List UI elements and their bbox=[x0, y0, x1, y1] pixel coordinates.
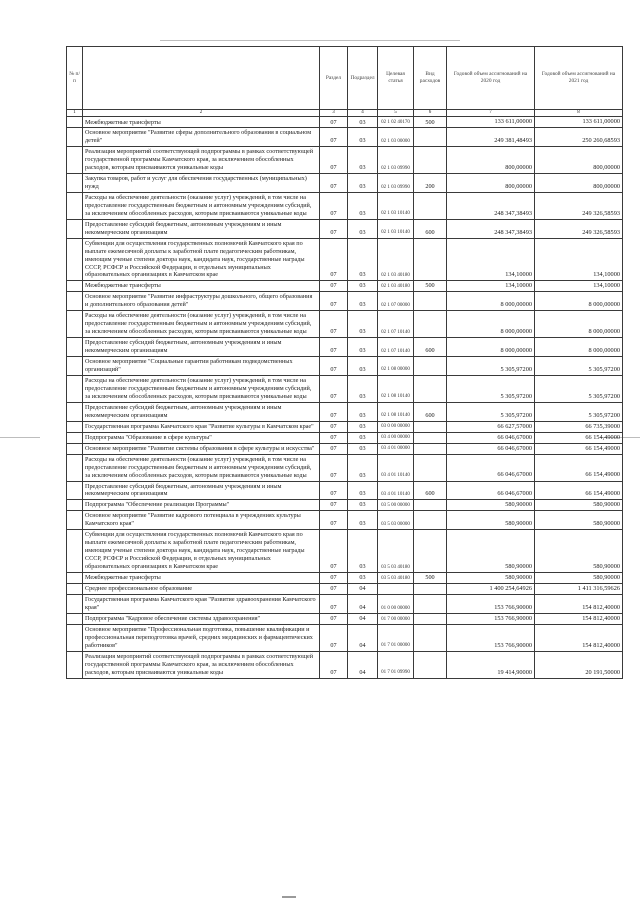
row-amount-2021-cell: 250 260,68593 bbox=[535, 128, 623, 147]
row-expense-type-cell: 200 bbox=[414, 174, 447, 193]
table-row bbox=[67, 443, 623, 454]
row-amount-2021-cell: 249 326,58593 bbox=[535, 193, 623, 220]
row-amount-2020-cell: 66 046,67000 bbox=[447, 481, 535, 500]
row-target-code-cell: 02 1 03 40180 bbox=[378, 281, 414, 292]
row-number-cell bbox=[67, 238, 83, 281]
row-amount-2020-cell: 248 347,38493 bbox=[447, 193, 535, 220]
row-target-code-cell: 02 1 08 10140 bbox=[378, 402, 414, 421]
table-index-row bbox=[67, 110, 623, 117]
row-subsection-cell: 03 bbox=[348, 219, 378, 238]
header-year-2021: Годовой объем ассигнований на 2021 год bbox=[535, 47, 623, 110]
row-expense-type-cell bbox=[414, 511, 447, 530]
row-section-cell: 07 bbox=[320, 530, 348, 573]
row-section-cell: 07 bbox=[320, 402, 348, 421]
row-target-code-cell: 01 7 00 00000 bbox=[378, 613, 414, 624]
row-name-cell: Субвенции для осуществления государственных полномочий Камчатского края по выплате ежемесячной доплаты к заработной плате педагогическим работникам, имеющим ученые степени доктора наук, кандидата наук, государственные награды СССР, РСФСР и Российской Федерации, в отдельных муниципальных образовательных организациях в Камчатском крае bbox=[83, 238, 320, 281]
row-amount-2020-cell: 800,00000 bbox=[447, 147, 535, 174]
row-subsection-cell: 03 bbox=[348, 356, 378, 375]
row-amount-2021-cell: 1 411 316,59626 bbox=[535, 584, 623, 595]
row-amount-2020-cell: 8 000,00000 bbox=[447, 311, 535, 338]
row-name-cell: Закупка товаров, работ и услуг для обеспечения государственных (муниципальных) нужд bbox=[83, 174, 320, 193]
row-expense-type-cell bbox=[414, 595, 447, 614]
row-target-code-cell: 02 1 03 40180 bbox=[378, 238, 414, 281]
row-subsection-cell: 03 bbox=[348, 193, 378, 220]
index-cell: 1 bbox=[67, 110, 83, 117]
row-number-cell bbox=[67, 454, 83, 481]
row-number-cell bbox=[67, 530, 83, 573]
row-name-cell: Межбюджетные трансферты bbox=[83, 572, 320, 583]
row-expense-type-cell bbox=[414, 375, 447, 402]
table-row bbox=[67, 338, 623, 357]
row-amount-2021-cell: 154 812,40000 bbox=[535, 613, 623, 624]
header-target: Целевая статья bbox=[378, 47, 414, 110]
row-amount-2021-cell: 134,10000 bbox=[535, 281, 623, 292]
row-section-cell: 07 bbox=[320, 238, 348, 281]
row-amount-2020-cell: 5 305,97200 bbox=[447, 375, 535, 402]
table-row bbox=[67, 147, 623, 174]
row-subsection-cell: 03 bbox=[348, 500, 378, 511]
row-amount-2021-cell: 5 305,97200 bbox=[535, 356, 623, 375]
row-subsection-cell: 04 bbox=[348, 613, 378, 624]
row-amount-2020-cell: 153 766,90000 bbox=[447, 595, 535, 614]
row-amount-2021-cell: 154 812,40000 bbox=[535, 595, 623, 614]
row-subsection-cell: 03 bbox=[348, 238, 378, 281]
row-name-cell: Среднее профессиональное образование bbox=[83, 584, 320, 595]
row-expense-type-cell: 600 bbox=[414, 219, 447, 238]
row-subsection-cell: 03 bbox=[348, 443, 378, 454]
row-target-code-cell: 02 1 08 00000 bbox=[378, 356, 414, 375]
row-name-cell: Государственная программа Камчатского края "Развитие культуры в Камчатском крае" bbox=[83, 421, 320, 432]
row-amount-2020-cell: 133 611,00000 bbox=[447, 117, 535, 128]
row-expense-type-cell bbox=[414, 356, 447, 375]
row-expense-type-cell: 600 bbox=[414, 338, 447, 357]
row-number-cell bbox=[67, 128, 83, 147]
row-amount-2020-cell: 8 000,00000 bbox=[447, 292, 535, 311]
table-row bbox=[67, 651, 623, 678]
table-row bbox=[67, 356, 623, 375]
row-number-cell bbox=[67, 375, 83, 402]
table-row bbox=[67, 219, 623, 238]
row-amount-2020-cell: 580,90000 bbox=[447, 572, 535, 583]
row-number-cell bbox=[67, 572, 83, 583]
row-amount-2020-cell: 66 627,57000 bbox=[447, 421, 535, 432]
table-row bbox=[67, 530, 623, 573]
row-name-cell: Межбюджетные трансферты bbox=[83, 117, 320, 128]
row-section-cell: 07 bbox=[320, 432, 348, 443]
row-target-code-cell: 02 1 03 09990 bbox=[378, 174, 414, 193]
row-name-cell: Государственная программа Камчатского края "Развитие здравоохранения Камчатского края" bbox=[83, 595, 320, 614]
row-subsection-cell: 03 bbox=[348, 281, 378, 292]
index-cell: 3 bbox=[320, 110, 348, 117]
row-expense-type-cell bbox=[414, 238, 447, 281]
row-amount-2021-cell: 249 326,58593 bbox=[535, 219, 623, 238]
scan-artifact-left bbox=[0, 437, 40, 438]
row-expense-type-cell bbox=[414, 530, 447, 573]
row-target-code-cell: 02 1 03 10140 bbox=[378, 219, 414, 238]
row-amount-2020-cell: 66 046,67000 bbox=[447, 443, 535, 454]
index-cell: 4 bbox=[348, 110, 378, 117]
header-no: № п/п bbox=[67, 47, 83, 110]
row-section-cell: 07 bbox=[320, 625, 348, 652]
row-subsection-cell: 03 bbox=[348, 147, 378, 174]
row-number-cell bbox=[67, 511, 83, 530]
row-section-cell: 07 bbox=[320, 147, 348, 174]
row-amount-2021-cell: 800,00000 bbox=[535, 147, 623, 174]
row-amount-2020-cell: 580,90000 bbox=[447, 530, 535, 573]
row-subsection-cell: 03 bbox=[348, 421, 378, 432]
row-name-cell: Расходы на обеспечение деятельности (оказание услуг) учреждений, в том числе на предоставление государственным бюджетным и автономным учреждениям субсидий, за исключением обособленных расходов, которым присваиваются уникальные коды bbox=[83, 454, 320, 481]
row-amount-2020-cell: 580,90000 bbox=[447, 511, 535, 530]
header-section: Раздел bbox=[320, 47, 348, 110]
row-amount-2021-cell: 580,90000 bbox=[535, 500, 623, 511]
row-section-cell: 07 bbox=[320, 511, 348, 530]
row-amount-2021-cell: 8 000,00000 bbox=[535, 338, 623, 357]
row-section-cell: 07 bbox=[320, 292, 348, 311]
row-target-code-cell: 02 1 07 10140 bbox=[378, 311, 414, 338]
row-amount-2020-cell: 134,10000 bbox=[447, 281, 535, 292]
row-section-cell: 07 bbox=[320, 443, 348, 454]
row-expense-type-cell: 500 bbox=[414, 572, 447, 583]
row-amount-2020-cell: 66 046,67000 bbox=[447, 454, 535, 481]
row-amount-2020-cell: 153 766,90000 bbox=[447, 625, 535, 652]
row-name-cell: Расходы на обеспечение деятельности (оказание услуг) учреждений, в том числе на предоставление государственным бюджетным и автономным учреждениям субсидий, за исключением обособленных расходов, которым присваиваются уникальные коды bbox=[83, 375, 320, 402]
row-amount-2021-cell: 154 812,40000 bbox=[535, 625, 623, 652]
header-expense-type: Вид расходов bbox=[414, 47, 447, 110]
row-number-cell bbox=[67, 117, 83, 128]
table-header-row bbox=[67, 47, 623, 110]
header-name bbox=[83, 47, 320, 110]
row-amount-2020-cell: 66 046,67000 bbox=[447, 432, 535, 443]
row-name-cell: Основное мероприятие "Развитие кадрового потенциала в учреждениях культуры Камчатского края" bbox=[83, 511, 320, 530]
row-expense-type-cell bbox=[414, 193, 447, 220]
row-name-cell: Субвенции для осуществления государственных полномочий Камчатского края по выплате ежемесячной доплаты к заработной плате педагогическим работникам, имеющим ученые степени доктора наук, кандидата наук, государственные награды СССР, РСФСР и Российской Федерации, в отдельных муниципальных образовательных организациях в Камчатском крае bbox=[83, 530, 320, 573]
row-expense-type-cell: 600 bbox=[414, 481, 447, 500]
row-target-code-cell: 03 0 00 00000 bbox=[378, 421, 414, 432]
row-expense-type-cell bbox=[414, 432, 447, 443]
row-section-cell: 07 bbox=[320, 219, 348, 238]
row-amount-2021-cell: 66 154,49000 bbox=[535, 443, 623, 454]
row-subsection-cell: 03 bbox=[348, 128, 378, 147]
row-amount-2021-cell: 580,90000 bbox=[535, 530, 623, 573]
row-target-code-cell: 03 5 00 00000 bbox=[378, 500, 414, 511]
row-section-cell: 07 bbox=[320, 595, 348, 614]
row-target-code-cell: 03 5 03 00000 bbox=[378, 511, 414, 530]
row-number-cell bbox=[67, 356, 83, 375]
row-target-code-cell: 02 1 07 10140 bbox=[378, 338, 414, 357]
row-name-cell: Подпрограмма "Образование в сфере культуры" bbox=[83, 432, 320, 443]
row-amount-2021-cell: 5 305,97200 bbox=[535, 375, 623, 402]
row-target-code-cell: 03 4 00 00000 bbox=[378, 432, 414, 443]
row-section-cell: 07 bbox=[320, 193, 348, 220]
row-amount-2021-cell: 580,90000 bbox=[535, 511, 623, 530]
table-row bbox=[67, 292, 623, 311]
index-cell: 8 bbox=[535, 110, 623, 117]
row-name-cell: Основное мероприятие "Профессиональная подготовка, повышение квалификации и профессиональная переподготовка врачей, средних медицинских и фармацевтических работников" bbox=[83, 625, 320, 652]
row-section-cell: 07 bbox=[320, 454, 348, 481]
row-name-cell: Предоставление субсидий бюджетным, автономным учреждениям и иным некоммерческим организациям bbox=[83, 338, 320, 357]
index-cell: 5 bbox=[378, 110, 414, 117]
row-number-cell bbox=[67, 613, 83, 624]
row-amount-2021-cell: 800,00000 bbox=[535, 174, 623, 193]
row-expense-type-cell bbox=[414, 613, 447, 624]
row-name-cell: Расходы на обеспечение деятельности (оказание услуг) учреждений, в том числе на предоставление государственным бюджетным и автономным учреждениям субсидий, за исключением обособленных расходов, которым присваиваются уникальные коды bbox=[83, 193, 320, 220]
row-target-code-cell: 03 4 01 10140 bbox=[378, 481, 414, 500]
row-amount-2020-cell: 5 305,97200 bbox=[447, 356, 535, 375]
row-name-cell: Реализация мероприятий соответствующей подпрограммы в рамках соответствующей государственной программы Камчатского края, за исключением обособленных расходов, которым присваиваются уникальные коды bbox=[83, 651, 320, 678]
row-number-cell bbox=[67, 338, 83, 357]
row-section-cell: 07 bbox=[320, 500, 348, 511]
row-amount-2020-cell: 5 305,97200 bbox=[447, 402, 535, 421]
row-subsection-cell: 03 bbox=[348, 530, 378, 573]
row-name-cell: Подпрограмма "Обеспечение реализации Программы" bbox=[83, 500, 320, 511]
row-target-code-cell: 03 5 03 40180 bbox=[378, 530, 414, 573]
row-amount-2021-cell: 66 735,39000 bbox=[535, 421, 623, 432]
row-number-cell bbox=[67, 219, 83, 238]
row-subsection-cell: 03 bbox=[348, 511, 378, 530]
row-name-cell: Подпрограмма "Кадровое обеспечение системы здравоохранения" bbox=[83, 613, 320, 624]
row-number-cell bbox=[67, 174, 83, 193]
row-amount-2021-cell: 66 154,49000 bbox=[535, 454, 623, 481]
row-number-cell bbox=[67, 481, 83, 500]
table-row bbox=[67, 613, 623, 624]
row-amount-2021-cell: 8 000,00000 bbox=[535, 311, 623, 338]
row-amount-2020-cell: 580,90000 bbox=[447, 500, 535, 511]
index-cell: 2 bbox=[83, 110, 320, 117]
row-target-code-cell: 02 1 08 10140 bbox=[378, 375, 414, 402]
row-target-code-cell: 02 1 02 40170 bbox=[378, 117, 414, 128]
row-number-cell bbox=[67, 421, 83, 432]
row-number-cell bbox=[67, 432, 83, 443]
row-subsection-cell: 03 bbox=[348, 338, 378, 357]
table-row bbox=[67, 572, 623, 583]
row-section-cell: 07 bbox=[320, 117, 348, 128]
row-name-cell: Основное мероприятие "Социальные гарантии работникам подведомственных организаций" bbox=[83, 356, 320, 375]
row-section-cell: 07 bbox=[320, 281, 348, 292]
row-amount-2020-cell: 800,00000 bbox=[447, 174, 535, 193]
row-expense-type-cell bbox=[414, 651, 447, 678]
row-name-cell: Основное мероприятие "Развитие системы образования в сфере культуры и искусства" bbox=[83, 443, 320, 454]
row-amount-2020-cell: 249 381,48493 bbox=[447, 128, 535, 147]
row-expense-type-cell: 500 bbox=[414, 117, 447, 128]
row-amount-2021-cell: 8 000,00000 bbox=[535, 292, 623, 311]
row-section-cell: 07 bbox=[320, 421, 348, 432]
row-target-code-cell: 02 1 03 10140 bbox=[378, 193, 414, 220]
row-target-code-cell: 02 1 03 00000 bbox=[378, 128, 414, 147]
row-expense-type-cell bbox=[414, 311, 447, 338]
table-row bbox=[67, 511, 623, 530]
table-row bbox=[67, 432, 623, 443]
table-row bbox=[67, 421, 623, 432]
row-target-code-cell: 03 4 01 10140 bbox=[378, 454, 414, 481]
row-subsection-cell: 03 bbox=[348, 402, 378, 421]
row-number-cell bbox=[67, 595, 83, 614]
row-number-cell bbox=[67, 147, 83, 174]
row-amount-2020-cell: 1 400 254,64926 bbox=[447, 584, 535, 595]
budget-allocation-table bbox=[66, 46, 623, 679]
row-expense-type-cell bbox=[414, 584, 447, 595]
row-amount-2021-cell: 5 305,97200 bbox=[535, 402, 623, 421]
row-target-code-cell: 01 7 01 00000 bbox=[378, 625, 414, 652]
row-name-cell: Предоставление субсидий бюджетным, автономным учреждениям и иным некоммерческим организациям bbox=[83, 219, 320, 238]
row-amount-2021-cell: 66 154,49000 bbox=[535, 481, 623, 500]
row-number-cell bbox=[67, 281, 83, 292]
table-row bbox=[67, 375, 623, 402]
row-subsection-cell: 03 bbox=[348, 572, 378, 583]
header-subsection: Подраздел bbox=[348, 47, 378, 110]
row-section-cell: 07 bbox=[320, 338, 348, 357]
row-amount-2021-cell: 133 611,00000 bbox=[535, 117, 623, 128]
table-row bbox=[67, 625, 623, 652]
row-number-cell bbox=[67, 651, 83, 678]
table-row bbox=[67, 281, 623, 292]
row-subsection-cell: 03 bbox=[348, 174, 378, 193]
row-number-cell bbox=[67, 311, 83, 338]
table-row bbox=[67, 500, 623, 511]
row-amount-2020-cell: 19 414,90000 bbox=[447, 651, 535, 678]
row-expense-type-cell bbox=[414, 292, 447, 311]
row-section-cell: 07 bbox=[320, 356, 348, 375]
table-row bbox=[67, 193, 623, 220]
row-section-cell: 07 bbox=[320, 651, 348, 678]
row-amount-2021-cell: 20 191,50000 bbox=[535, 651, 623, 678]
row-amount-2020-cell: 8 000,00000 bbox=[447, 338, 535, 357]
row-number-cell bbox=[67, 402, 83, 421]
row-name-cell: Основное мероприятие "Развитие сферы дополнительного образования в социальном детей" bbox=[83, 128, 320, 147]
table-row bbox=[67, 128, 623, 147]
row-expense-type-cell bbox=[414, 421, 447, 432]
row-target-code-cell: 03 4 01 00000 bbox=[378, 443, 414, 454]
row-section-cell: 07 bbox=[320, 128, 348, 147]
table-row bbox=[67, 117, 623, 128]
row-target-code-cell: 02 1 07 00000 bbox=[378, 292, 414, 311]
row-subsection-cell: 04 bbox=[348, 625, 378, 652]
row-expense-type-cell bbox=[414, 625, 447, 652]
row-target-code-cell: 01 0 00 00000 bbox=[378, 595, 414, 614]
table-row bbox=[67, 238, 623, 281]
row-amount-2020-cell: 153 766,90000 bbox=[447, 613, 535, 624]
row-target-code-cell: 02 1 03 09990 bbox=[378, 147, 414, 174]
row-number-cell bbox=[67, 500, 83, 511]
table-body bbox=[67, 117, 623, 678]
table-row bbox=[67, 311, 623, 338]
row-section-cell: 07 bbox=[320, 311, 348, 338]
row-name-cell: Предоставление субсидий бюджетным, автономным учреждениям и иным некоммерческим организациям bbox=[83, 481, 320, 500]
row-amount-2020-cell: 134,10000 bbox=[447, 238, 535, 281]
row-number-cell bbox=[67, 193, 83, 220]
row-subsection-cell: 03 bbox=[348, 292, 378, 311]
row-section-cell: 07 bbox=[320, 481, 348, 500]
budget-table-sheet bbox=[66, 46, 622, 679]
row-section-cell: 07 bbox=[320, 375, 348, 402]
index-cell: 7 bbox=[447, 110, 535, 117]
row-subsection-cell: 04 bbox=[348, 651, 378, 678]
row-expense-type-cell bbox=[414, 454, 447, 481]
row-subsection-cell: 03 bbox=[348, 432, 378, 443]
row-subsection-cell: 03 bbox=[348, 117, 378, 128]
row-amount-2021-cell: 580,90000 bbox=[535, 572, 623, 583]
index-cell: 6 bbox=[414, 110, 447, 117]
row-section-cell: 07 bbox=[320, 584, 348, 595]
row-expense-type-cell: 600 bbox=[414, 402, 447, 421]
table-row bbox=[67, 454, 623, 481]
row-subsection-cell: 04 bbox=[348, 584, 378, 595]
row-expense-type-cell bbox=[414, 500, 447, 511]
row-name-cell: Предоставление субсидий бюджетным, автономным учреждениям и иным некоммерческим организациям bbox=[83, 402, 320, 421]
row-expense-type-cell: 500 bbox=[414, 281, 447, 292]
row-subsection-cell: 03 bbox=[348, 311, 378, 338]
row-section-cell: 07 bbox=[320, 572, 348, 583]
row-subsection-cell: 03 bbox=[348, 481, 378, 500]
table-row bbox=[67, 481, 623, 500]
row-target-code-cell bbox=[378, 584, 414, 595]
row-subsection-cell: 03 bbox=[348, 454, 378, 481]
row-name-cell: Основное мероприятие "Развитие инфраструктуры дошкольного, общего образования и дополнительного образования детей" bbox=[83, 292, 320, 311]
row-number-cell bbox=[67, 443, 83, 454]
header-year-2020: Годовой объем ассигнований на 2020 год bbox=[447, 47, 535, 110]
table-row bbox=[67, 595, 623, 614]
table-row bbox=[67, 402, 623, 421]
scan-artifact-bottom bbox=[282, 896, 296, 898]
row-subsection-cell: 03 bbox=[348, 375, 378, 402]
row-section-cell: 07 bbox=[320, 174, 348, 193]
row-subsection-cell: 04 bbox=[348, 595, 378, 614]
row-name-cell: Реализация мероприятий соответствующей подпрограммы в рамках соответствующей государственной программы Камчатского края, за исключением обособленных расходов, которым присваиваются уникальные коды bbox=[83, 147, 320, 174]
row-section-cell: 07 bbox=[320, 613, 348, 624]
row-expense-type-cell bbox=[414, 443, 447, 454]
row-amount-2021-cell: 66 154,49000 bbox=[535, 432, 623, 443]
table-row bbox=[67, 584, 623, 595]
row-expense-type-cell bbox=[414, 147, 447, 174]
row-name-cell: Межбюджетные трансферты bbox=[83, 281, 320, 292]
row-number-cell bbox=[67, 584, 83, 595]
row-target-code-cell: 01 7 01 09990 bbox=[378, 651, 414, 678]
table-row bbox=[67, 174, 623, 193]
row-target-code-cell: 03 5 03 40180 bbox=[378, 572, 414, 583]
row-name-cell: Расходы на обеспечение деятельности (оказание услуг) учреждений, в том числе на предоставление государственным бюджетным и автономным учреждениям субсидий, за исключением обособленных расходов, которым присваиваются уникальные коды bbox=[83, 311, 320, 338]
scan-artifact-top bbox=[160, 40, 460, 41]
row-expense-type-cell bbox=[414, 128, 447, 147]
row-number-cell bbox=[67, 292, 83, 311]
row-number-cell bbox=[67, 625, 83, 652]
row-amount-2020-cell: 248 347,38493 bbox=[447, 219, 535, 238]
row-amount-2021-cell: 134,10000 bbox=[535, 238, 623, 281]
